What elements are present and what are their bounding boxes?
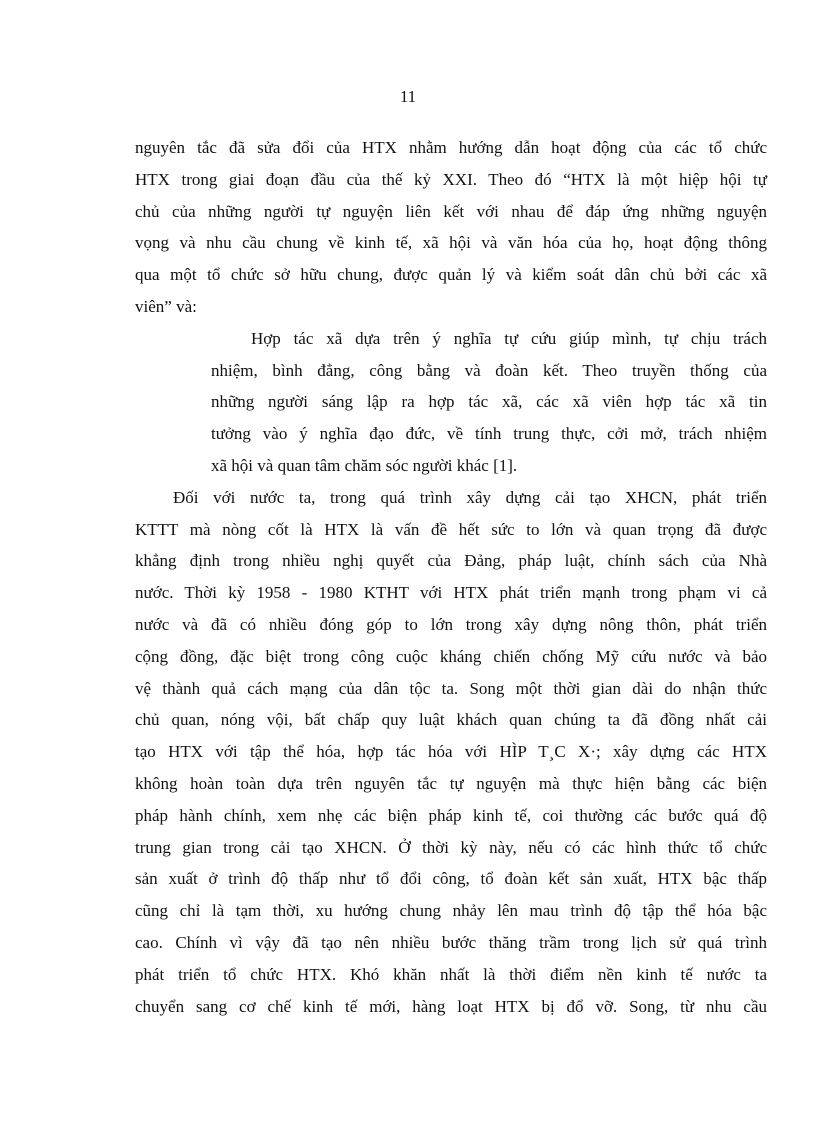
text-line: không hoàn toàn dựa trên nguyên tắc tự nguyện mà thực hiện bằng các biện <box>135 773 767 793</box>
text-line: qua một tổ chức sở hữu chung, được quản lý và kiểm soát dân chủ bởi các xã <box>135 265 767 285</box>
text-line: vọng và nhu cầu chung về kinh tế, xã hội và văn hóa của họ, hoạt động thông <box>135 233 767 253</box>
paragraph-2 <box>135 482 767 1023</box>
paragraph-1 <box>135 132 767 323</box>
quote-line: tưởng vào ý nghĩa đạo đức, về tính trung thực, cởi mở, trách nhiệm <box>211 424 767 444</box>
text-line: chuyển sang cơ chế kinh tế mới, hàng loạt HTX bị đổ vỡ. Song, từ nhu cầu <box>135 996 767 1016</box>
text-line: nguyên tắc đã sửa đổi của HTX nhằm hướng dẫn hoạt động của các tổ chức <box>135 138 767 157</box>
text-line: nước và đã có nhiều đóng góp to lớn trong xây dựng nông thôn, phát triển <box>135 614 767 634</box>
text-line: nước. Thời kỳ 1958 - 1980 KTHT với HTX phát triển mạnh trong phạm vi cả <box>135 583 767 603</box>
quote-line: những người sáng lập ra hợp tác xã, các xã viên hợp tác xã tin <box>211 392 767 412</box>
text-line: khẳng định trong nhiều nghị quyết của Đảng, pháp luật, chính sách của Nhà <box>135 551 767 571</box>
block-quote <box>135 323 767 482</box>
quote-line: xã hội và quan tâm chăm sóc người khác [1]. <box>211 455 518 475</box>
text-line: cộng đồng, đặc biệt trong công cuộc kháng chiến chống Mỹ cứu nước và bảo <box>135 646 767 666</box>
page-number: 11 <box>399 87 417 106</box>
text-line: cao. Chính vì vậy đã tạo nên nhiều bước thăng trầm trong lịch sử quá trình <box>135 932 767 952</box>
quote-line: Hợp tác xã dựa trên ý nghĩa tự cứu giúp mình, tự chịu trách <box>251 328 767 348</box>
text-line: chủ quan, nóng vội, bất chấp quy luật khách quan chúng ta đã đồng nhất cải <box>135 710 767 730</box>
text-line: vệ thành quả cách mạng của dân tộc ta. Song một thời gian dài do nhận thức <box>135 678 767 698</box>
text-line: HTX trong giai đoạn đầu của thế kỷ XXI. Theo đó “HTX là một hiệp hội tự <box>135 169 767 189</box>
text-line: cũng chỉ là tạm thời, xu hướng chung nhảy lên mau trình độ tập thể hóa bậc <box>135 901 767 921</box>
body-text <box>135 132 767 1022</box>
text-line: chủ của những người tự nguyện liên kết với nhau để đáp ứng những nguyện <box>135 201 767 221</box>
text-line: Đối với nước ta, trong quá trình xây dựng cải tạo XHCN, phát triển <box>173 487 767 507</box>
text-line: phát triển tổ chức HTX. Khó khăn nhất là thời điểm nền kinh tế nước ta <box>135 964 767 984</box>
text-line: KTTT mà nòng cốt là HTX là vấn đề hết sức to lớn và quan trọng đã được <box>135 519 767 539</box>
text-line: sản xuất ở trình độ thấp như tổ đổi công, tổ đoàn kết sản xuất, HTX bậc thấp <box>135 869 767 889</box>
quote-line: nhiệm, bình đẳng, công bằng và đoàn kết. Theo truyền thống của <box>211 360 767 380</box>
text-line: trung gian trong cải tạo XHCN. Ở thời kỳ này, nếu có các hình thức tổ chức <box>135 837 767 857</box>
text-line: viên” và: <box>135 296 197 316</box>
text-line: tạo HTX với tập thể hóa, hợp tác hóa với HÌP T¸C X·; xây dựng các HTX <box>135 742 767 762</box>
text-line: pháp hành chính, xem nhẹ các biện pháp kinh tế, coi thường các bước quá độ <box>135 805 767 825</box>
